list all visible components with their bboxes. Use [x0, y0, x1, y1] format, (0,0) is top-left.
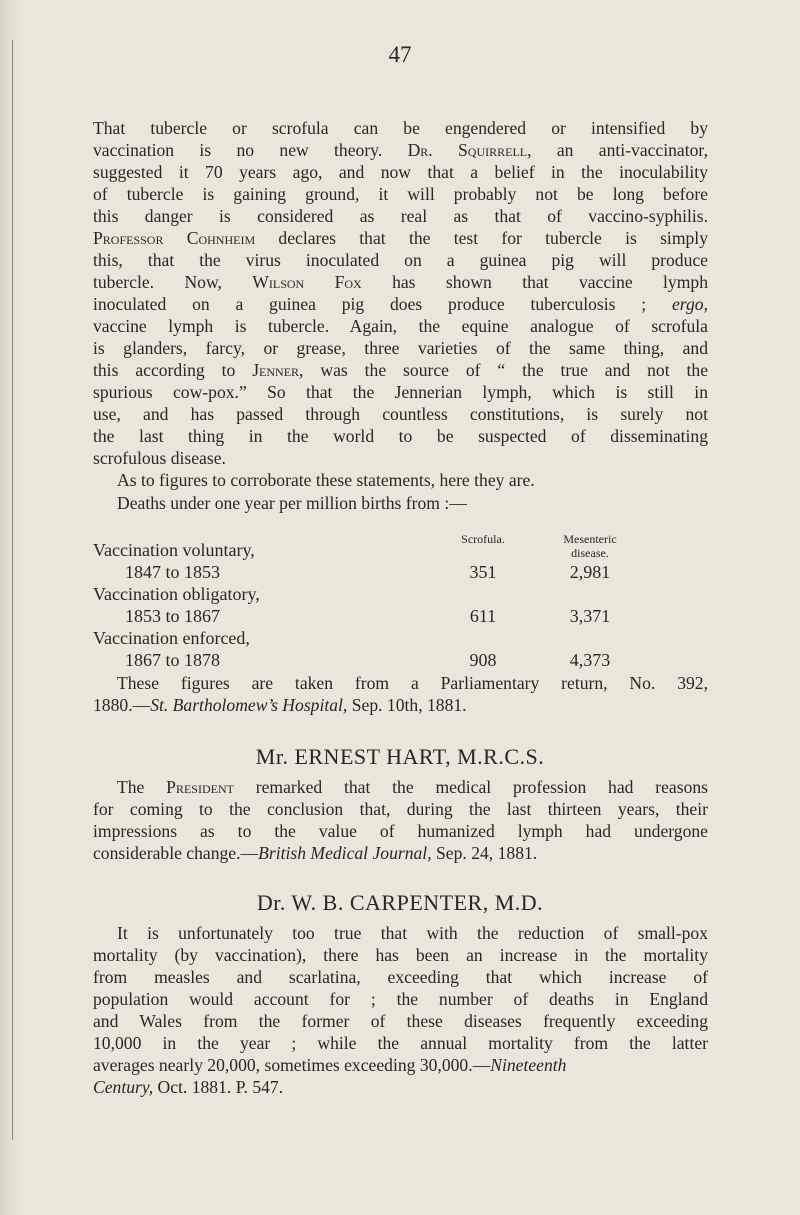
- page-gutter-line: [12, 40, 13, 1140]
- source-citation: Century, Oct. 1881. P. 547.: [93, 1077, 284, 1097]
- text-line: scrofulous disease.: [93, 448, 226, 468]
- table-cell-mesenteric: 4,373: [569, 650, 611, 670]
- text-line: for coming to the conclusion that, during the last thirteen years, their: [93, 799, 708, 819]
- source-line: These figures are taken from a Parliamentary return, No. 392,: [117, 673, 708, 693]
- text-line: considerable change.—British Medical Journal, Sep. 24, 1881.: [93, 843, 538, 863]
- table-row-years: 1847 to 1853: [125, 562, 221, 582]
- text-line: It is unfortunately too true that with the reduction of small-pox: [117, 923, 708, 943]
- text-line: this, that the virus inoculated on a guinea pig will produce: [93, 250, 708, 270]
- table-row-years: 1867 to 1878: [125, 650, 221, 670]
- column-header-mesenteric: Mesenteric: [563, 532, 617, 546]
- text-line: of tubercle is gaining ground, it will probably not be long before: [93, 184, 708, 204]
- heading-carpenter: Dr. W. B. CARPENTER, M.D.: [256, 890, 544, 915]
- text-line: Professor Cohnheim declares that the test for tubercle is simply: [93, 228, 708, 248]
- text-line: That tubercle or scrofula can be engendered or intensified by: [93, 118, 708, 138]
- table-row-years: 1853 to 1867: [125, 606, 221, 626]
- table-row-label: Vaccination obligatory,: [93, 584, 260, 604]
- text-line: averages nearly 20,000, sometimes exceeding 30,000.—Nineteenth: [93, 1055, 567, 1075]
- table-cell-scrofula: 908: [469, 650, 497, 670]
- text-line: population would account for ; the number of deaths in England: [93, 989, 708, 1009]
- table-cell-scrofula: 611: [469, 606, 497, 626]
- page-gutter-shadow: [0, 0, 22, 1215]
- page-number: 47: [388, 42, 412, 67]
- text-line: The President remarked that the medical profession had reasons: [117, 777, 709, 797]
- column-header-mesenteric-2: disease.: [571, 546, 609, 560]
- text-line: from measles and scarlatina, exceeding that which increase of: [93, 967, 708, 987]
- text-line: spurious cow-pox.” So that the Jennerian lymph, which is still in: [93, 382, 708, 402]
- text-line: vaccine lymph is tubercle. Again, the equine analogue of scrofula: [93, 316, 708, 336]
- text-line: mortality (by vaccination), there has been an increase in the mortality: [93, 945, 708, 965]
- paragraph-figures: As to figures to corroborate these statements, here they are.: [117, 470, 535, 490]
- text-line: 10,000 in the year ; while the annual mortality from the latter: [93, 1033, 708, 1053]
- text-line: this according to Jenner, was the source of “ the true and not the: [93, 360, 708, 380]
- table-row-label: Vaccination voluntary,: [93, 540, 255, 560]
- table-cell-scrofula: 351: [469, 562, 497, 582]
- text-line: impressions as to the value of humanized lymph had undergone: [93, 821, 708, 841]
- source-citation: 1880.—St. Bartholomew’s Hospital, Sep. 10th, 1881.: [93, 695, 467, 715]
- text-line: vaccination is no new theory. Dr. Squirrell, an anti-vaccinator,: [93, 140, 708, 160]
- table-row-label: Vaccination enforced,: [93, 628, 250, 648]
- text-line: and Wales from the former of these diseases frequently exceeding: [93, 1011, 708, 1031]
- text-line: inoculated on a guinea pig does produce tuberculosis ; ergo,: [93, 294, 708, 314]
- text-line: is glanders, farcy, or grease, three varieties of the same thing, and: [93, 338, 708, 358]
- table-cell-mesenteric: 2,981: [569, 562, 611, 582]
- column-header-scrofula: Scrofula.: [461, 532, 505, 546]
- text-line: this danger is considered as real as that of vaccino-syphilis.: [93, 206, 708, 226]
- table-caption: Deaths under one year per million births from :—: [117, 493, 467, 513]
- text-line: tubercle. Now, Wilson Fox has shown that vaccine lymph: [93, 272, 708, 292]
- text-line: the last thing in the world to be suspected of disseminating: [93, 426, 708, 446]
- heading-ernest-hart: Mr. ERNEST HART, M.R.C.S.: [255, 744, 545, 769]
- text-line: suggested it 70 years ago, and now that a belief in the inoculability: [93, 162, 708, 182]
- table-cell-mesenteric: 3,371: [569, 606, 611, 626]
- text-line: use, and has passed through countless constitutions, is surely not: [93, 404, 708, 424]
